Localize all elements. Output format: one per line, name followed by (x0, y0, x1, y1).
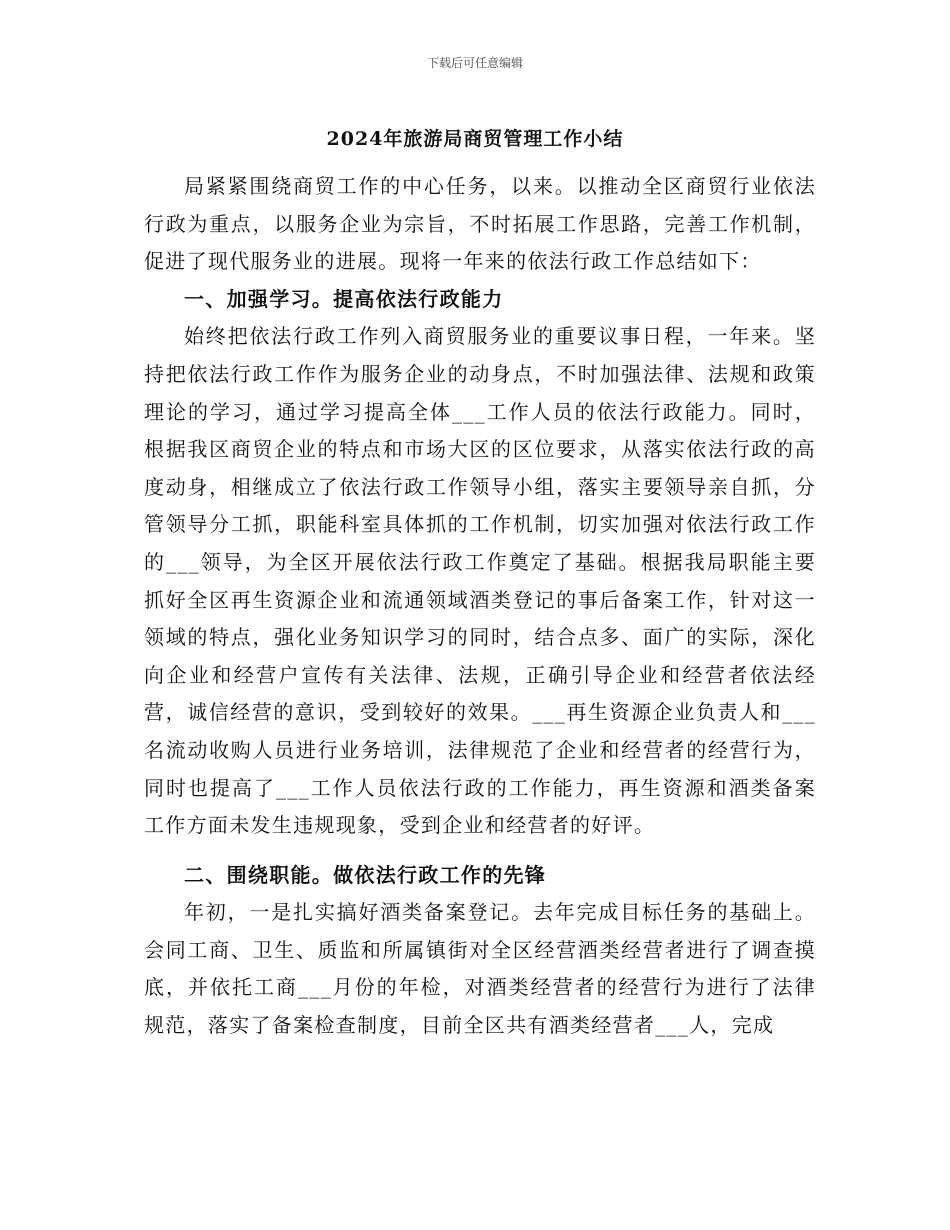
document-title: 2024年旅游局商贸管理工作小结 (326, 128, 624, 150)
header-note: 下载后可任意编辑 (426, 56, 523, 70)
section-1-heading: 一、加强学习。提高依法行政能力 (184, 286, 504, 311)
section-2-heading: 二、围绕职能。做依法行政工作的先锋 (184, 862, 547, 887)
document-body (144, 168, 816, 1045)
section-2-paragraph: 年初，一是扎实搞好酒类备案登记。去年完成目标任务的基础上。会同工商、卫生、质监和所属镇街对全区经营酒类经营者进行了调查摸底，并依托工商___月份的年检，对酒类经营者的经营行为进行了法律规范，落实了备案检查制度，目前全区共有酒类经营者___人，完成 (144, 900, 816, 1038)
intro-paragraph: 局紧紧围绕商贸工作的中心任务，以来。以推动全区商贸行业依法行政为重点，以服务企业为宗旨，不时拓展工作思路，完善工作机制，促进了现代服务业的进展。现将一年来的依法行政工作总结如下： (144, 174, 816, 274)
section-1-paragraph: 始终把依法行政工作列入商贸服务业的重要议事日程，一年来。坚持把依法行政工作作为服务企业的动身点，不时加强法律、法规和政策理论的学习，通过学习提高全体___工作人员的依法行政能力。同时，根据我区商贸企业的特点和市场大区的区位要求，从落实依法行政的高度动身，相继成立了依法行政工作领导小组，落实主要领导亲自抓，分管领导分工抓，职能科室具体抓的工作机制，切实加强对依法行政工作的___领导，为全区开展依法行政工作奠定了基础。根据我局职能主要抓好全区再生资源企业和流通领域酒类登记的事后备案工作，针对这一领域的特点，强化业务知识学习的同时，结合点多、面广的实际，深化向企业和经营户宣传有关法律、法规，正确引导企业和经营者依法经营，诚信经营的意识，受到较好的效果。___再生资源企业负责人和___名流动收购人员进行业务培训，法律规范了企业和经营者的经营行为，同时也提高了___工作人员依法行政的工作能力，再生资源和酒类备案工作方面未发生违规现象，受到企业和经营者的好评。 (144, 324, 816, 838)
